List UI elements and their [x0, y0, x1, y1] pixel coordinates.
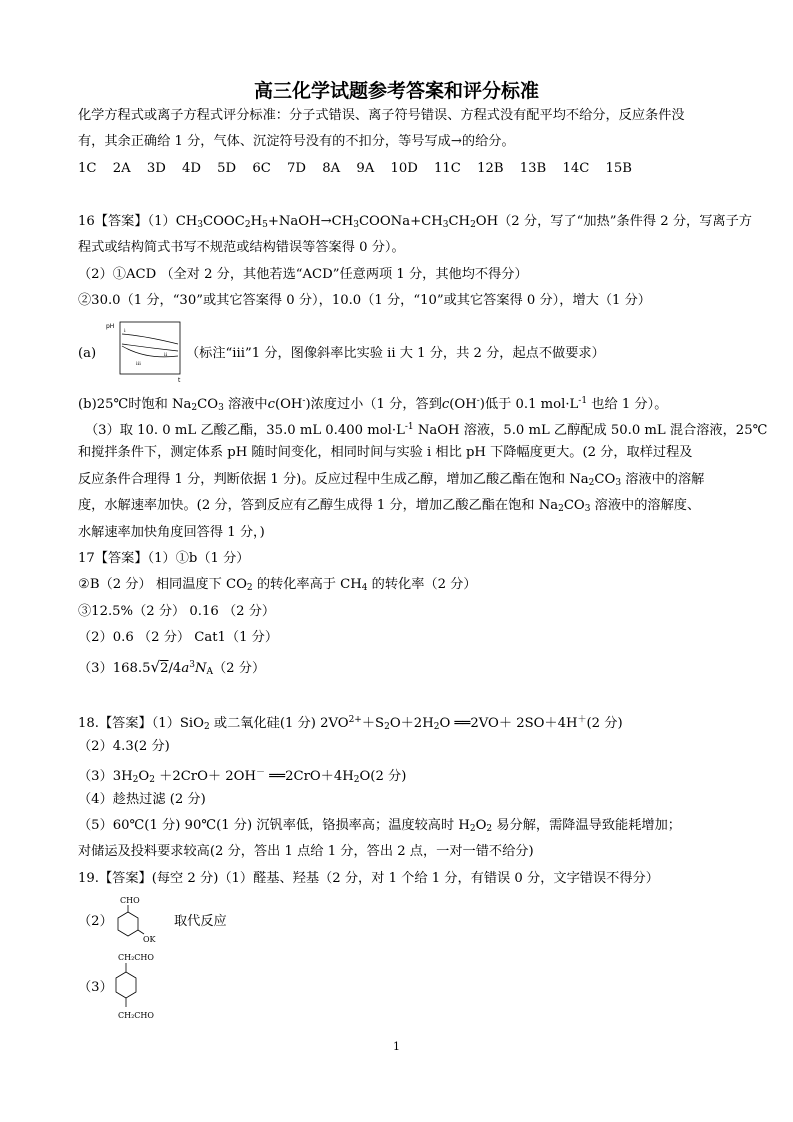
q19-part2-answer: 取代反应	[174, 914, 227, 929]
sqrt-symbol: √	[150, 658, 161, 676]
mcq-answer: 7D	[287, 161, 306, 176]
curve-label-iii: iii	[136, 361, 141, 367]
page-title: 高三化学试题参考答案和评分标准	[253, 80, 539, 102]
q17-line-5	[78, 655, 265, 682]
q18-text: 18.【答案】（1）SiO	[78, 716, 204, 731]
q17-line-3: ③12.5%（2 分） 0.16 （2 分）	[78, 604, 276, 619]
q16-line-8: 和搅拌条件下，测定体系 pH 随时间变化，相同时间与实验 i 相比 pH 下降幅度更大。(2 分，取样过程及	[78, 445, 693, 460]
subscript: 5	[262, 220, 268, 230]
q18-line-1	[78, 710, 623, 737]
q16-line-3: （2）①ACD （全对 2 分，其他若选“ACD”任意两项 1 分，其他均不得分）	[78, 267, 528, 282]
subscript: A	[206, 667, 213, 677]
axis-label-ph: pH	[106, 323, 115, 330]
mcq-answer: 3D	[146, 161, 166, 176]
q19-part2-number: （2）	[78, 914, 113, 929]
mcq-answer: 13B	[519, 161, 547, 176]
subscript: 2	[132, 775, 139, 785]
q18-line-6: 对储运及投料要求较高(2 分，答出 1 点给 1 分，答出 2 点，一对一错不给分)	[78, 844, 534, 859]
subscript: 4	[361, 583, 368, 593]
mcq-answer: 11C	[434, 161, 461, 176]
superscript: 2+	[348, 715, 362, 725]
curve-label-i: i	[124, 328, 126, 334]
cho-label: CHO	[120, 896, 140, 905]
q17-text: a	[181, 661, 190, 676]
q16-fig-label: (a)	[78, 346, 97, 361]
benzaldehyde-structure	[108, 894, 168, 950]
q18-text: （5）60℃(1 分) 90℃(1 分) 沉钒率低，铬损率高；温度较高时 H	[78, 818, 470, 833]
ok-label: OK	[143, 935, 156, 944]
q16-line-11: 水解速率加快角度回答得 1 分，)	[78, 525, 265, 540]
subscript: 2	[470, 220, 476, 230]
q18-text: O	[138, 769, 150, 784]
mcq-answer: 5D	[217, 161, 237, 176]
q17-text: ②B（2 分） 相同温度下 CO	[78, 577, 247, 592]
q17-text: 的转化率（2 分）	[367, 577, 477, 592]
q18-line-5	[78, 816, 681, 839]
subscript: 2	[469, 824, 476, 834]
q16-text: c	[267, 397, 275, 412]
superscript: 3	[189, 660, 195, 670]
superscript: -1	[404, 422, 414, 432]
intro-line-2: 有，其余正确给 1 分，气体、沉淀符号没有的不扣分，等号写成→的给分。	[78, 134, 515, 149]
q16-text: CO	[197, 397, 219, 412]
q16-text: 溶液中的溶解度、	[590, 498, 701, 513]
q19-line-1: 19.【答案】(每空 2 分)（1）醛基、羟基（2 分，对 1 个给 1 分，有错误 0 分，文字错误不得分）	[78, 871, 659, 886]
q16-line-10	[78, 496, 700, 519]
q16-line-7	[85, 417, 767, 441]
benzene-ring	[118, 912, 138, 936]
subscript: 2	[191, 403, 198, 413]
q16-text: COOC	[203, 214, 245, 229]
q16-text: OH（2 分，写了“加热”条件得 2 分，写离子方	[475, 214, 752, 229]
q18-text: 或二氧化硅(1 分) 2VO	[209, 716, 349, 731]
subscript: 2	[384, 722, 390, 732]
subscript: 2	[433, 722, 440, 732]
q16-text: H	[250, 214, 263, 229]
q18-text: 易分解，需降温导致能耗增加；	[492, 818, 681, 833]
subscript: 2	[353, 775, 360, 785]
subscript: 2	[246, 583, 253, 593]
q16-line-9	[78, 470, 704, 493]
q16-text: 溶液中	[223, 397, 268, 412]
mcq-answer: 1C	[78, 161, 97, 176]
bottom-substituent-label: CH₂CHO	[118, 1011, 154, 1020]
q16-text: 溶液中的溶解	[621, 472, 705, 487]
q16-fig-note: （标注“iii”1 分，图像斜率比实验 ii 大 1 分，共 2 分，起点不做要求）	[186, 346, 605, 361]
q18-text: O＋2H	[389, 716, 434, 731]
curve-i	[122, 334, 178, 344]
q17-text: 的转化率高于 CH	[252, 577, 362, 592]
q18-text: ＋S	[361, 716, 385, 731]
q17-text: N	[194, 661, 207, 676]
q18-text: ══2CrO＋4H	[265, 769, 354, 784]
q18-line-3	[78, 763, 406, 790]
q16-text: 也给 1 分）。	[587, 397, 668, 412]
q16-text: )浓度过小（1 分，答到	[305, 397, 442, 412]
ph-time-graph	[106, 318, 182, 384]
q16-text: c	[441, 397, 450, 412]
q16-text: )低于 0.1 mol·L	[479, 397, 579, 412]
subscript: 3	[442, 220, 449, 230]
q16-text: 16【答案】（1）CH	[78, 214, 198, 229]
q18-text: ＋2CrO＋ 2OH	[154, 769, 256, 784]
subscript: 3	[218, 403, 224, 413]
q16-text: CH	[448, 214, 471, 229]
superscript: -	[302, 396, 306, 406]
mcq-answer: 9A	[356, 161, 375, 176]
axis-label-t: t	[178, 377, 181, 384]
superscript: －	[256, 768, 266, 778]
q19-part3-number: （3）	[78, 980, 113, 995]
subscript: 2	[486, 824, 493, 834]
subscript: 2	[588, 478, 595, 488]
subscript: 2	[244, 220, 251, 230]
superscript: ＋	[577, 715, 587, 725]
q17-text: 2	[160, 661, 169, 676]
q18-line-2: （2）4.3(2 分)	[78, 739, 170, 754]
subscript: 3	[584, 504, 591, 514]
mcq-answer: 6C	[252, 161, 271, 176]
bond	[138, 930, 144, 934]
dialdehyde-structure	[108, 950, 178, 1028]
q17-text: （3）168.5	[78, 661, 151, 676]
intro-line-1: 化学方程式或离子方程式评分标准：分子式错误、离子符号错误、方程式没有配平均不给分，反应条件没	[78, 108, 685, 123]
q17-line-2	[78, 575, 477, 598]
subscript: 3	[615, 478, 622, 488]
q17-line-4: （2）0.6 （2 分） Cat1（1 分）	[78, 630, 279, 645]
q16-line-1	[78, 212, 752, 235]
q16-text: (b)25℃时饱和 Na	[78, 397, 192, 412]
page-number: 1	[393, 1040, 400, 1053]
mcq-answer: 10D	[390, 161, 418, 176]
top-substituent-label: CH₂CHO	[118, 953, 154, 962]
subscript: 2	[203, 722, 210, 732]
q18-text: (2 分)	[586, 716, 623, 731]
q16-line-6	[78, 391, 667, 418]
q17-text: （2 分）	[212, 661, 266, 676]
q16-text: +NaOH→CH	[267, 214, 354, 229]
superscript: -	[476, 396, 480, 406]
q18-text: O(2 分)	[359, 769, 407, 784]
q18-line-4: （4）趁热过滤 (2 分)	[78, 792, 206, 807]
mcq-answer: 8A	[322, 161, 341, 176]
mcq-answer: 4D	[181, 161, 201, 176]
q18-text: （3）3H	[78, 769, 133, 784]
mcq-answer: 15B	[605, 161, 633, 176]
q17-text: /4	[168, 661, 182, 676]
q16-text: CO	[563, 498, 585, 513]
q16-text: 度，水解速率加快。(2 分，答到反应有乙醇生成得 1 分，增加乙酸乙酯在饱和 Na	[78, 498, 559, 513]
mcq-answers	[78, 159, 644, 179]
subscript: 2	[558, 504, 564, 514]
q16-text: NaOH 溶液，5.0 mL 乙醇配成 50.0 mL 混合溶液，25℃	[413, 423, 768, 438]
curve-label-ii: ii	[164, 352, 168, 358]
subscript: 3	[197, 220, 204, 230]
mcq-answer: 14C	[562, 161, 590, 176]
q18-text: O ══2VO＋ 2SO＋4H	[439, 716, 578, 731]
q16-text: 反应条件合理得 1 分，判断依据 1 分)。反应过程中生成乙醇，增加乙酸乙酯在饱和 Na	[78, 472, 589, 487]
q16-text: COONa+CH	[358, 214, 443, 229]
q16-text: (OH	[274, 397, 303, 412]
superscript: -1	[578, 396, 588, 406]
q16-line-2: 程式或结构简式书写不规范或结构错误等答案得 0 分）。	[78, 240, 405, 255]
q16-text: （3）取 10. 0 mL 乙酸乙酯，35.0 mL 0.400 mol·L	[85, 423, 405, 438]
q18-text: O	[475, 818, 487, 833]
q17-line-1: 17【答案】（1）①b（1 分）	[78, 551, 250, 566]
subscript: 2	[149, 775, 155, 785]
mcq-answer: 2A	[112, 161, 131, 176]
q16-line-4: ②30.0（1 分，“30”或其它答案得 0 分），10.0（1 分，“10”或其它答案得 0 分），增大（1 分）	[78, 293, 651, 308]
q16-text: CO	[594, 472, 616, 487]
subscript: 3	[353, 220, 359, 230]
mcq-answer: 12B	[477, 161, 504, 176]
q16-text: (OH	[449, 397, 477, 412]
benzene-ring	[116, 972, 136, 998]
